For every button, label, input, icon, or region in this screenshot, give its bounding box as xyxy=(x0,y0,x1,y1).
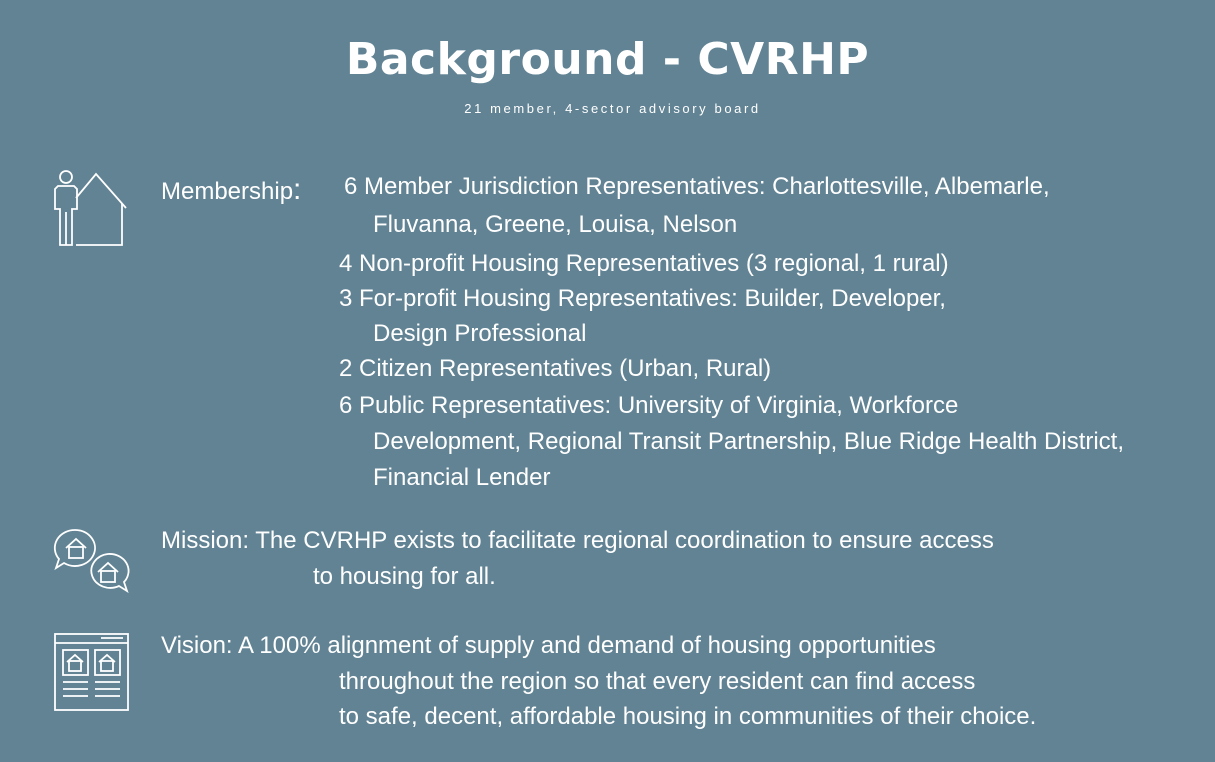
membership-line-3: 4 Non-profit Housing Representatives (3 regional, 1 rural) xyxy=(339,250,949,277)
vision-line-2: throughout the region so that every resident can find access xyxy=(339,668,976,695)
membership-line-6: 2 Citizen Representatives (Urban, Rural) xyxy=(339,355,772,382)
membership-line-4: 3 For-profit Housing Representatives: Builder, Developer, xyxy=(339,285,946,312)
membership-line-5: Design Professional xyxy=(373,320,587,347)
page-title: Background - CVRHP xyxy=(345,34,870,85)
listing-page-icon xyxy=(53,632,131,712)
vision-line-3: to safe, decent, affordable housing in communities of their choice. xyxy=(339,703,1037,730)
membership-line-2: Fluvanna, Greene, Louisa, Nelson xyxy=(373,211,738,238)
membership-line-1: 6 Member Jurisdiction Representatives: Charlottesville, Albemarle, xyxy=(344,173,1050,200)
mission-line-2: to housing for all. xyxy=(313,563,496,590)
mission-line-1: Mission: The CVRHP exists to facilitate regional coordination to ensure access xyxy=(161,527,994,554)
vision-line-1: Vision: A 100% alignment of supply and demand of housing opportunities xyxy=(161,632,936,659)
page-subtitle: 21 member, 4-sector advisory board xyxy=(464,101,761,116)
membership-label: Membership: xyxy=(161,173,302,206)
chat-house-icon xyxy=(52,526,132,594)
membership-line-9: Financial Lender xyxy=(373,464,551,491)
membership-line-7: 6 Public Representatives: University of Virginia, Workforce xyxy=(339,392,959,419)
membership-line-8: Development, Regional Transit Partnership, Blue Ridge Health District, xyxy=(373,428,1125,455)
person-house-icon xyxy=(52,168,130,248)
